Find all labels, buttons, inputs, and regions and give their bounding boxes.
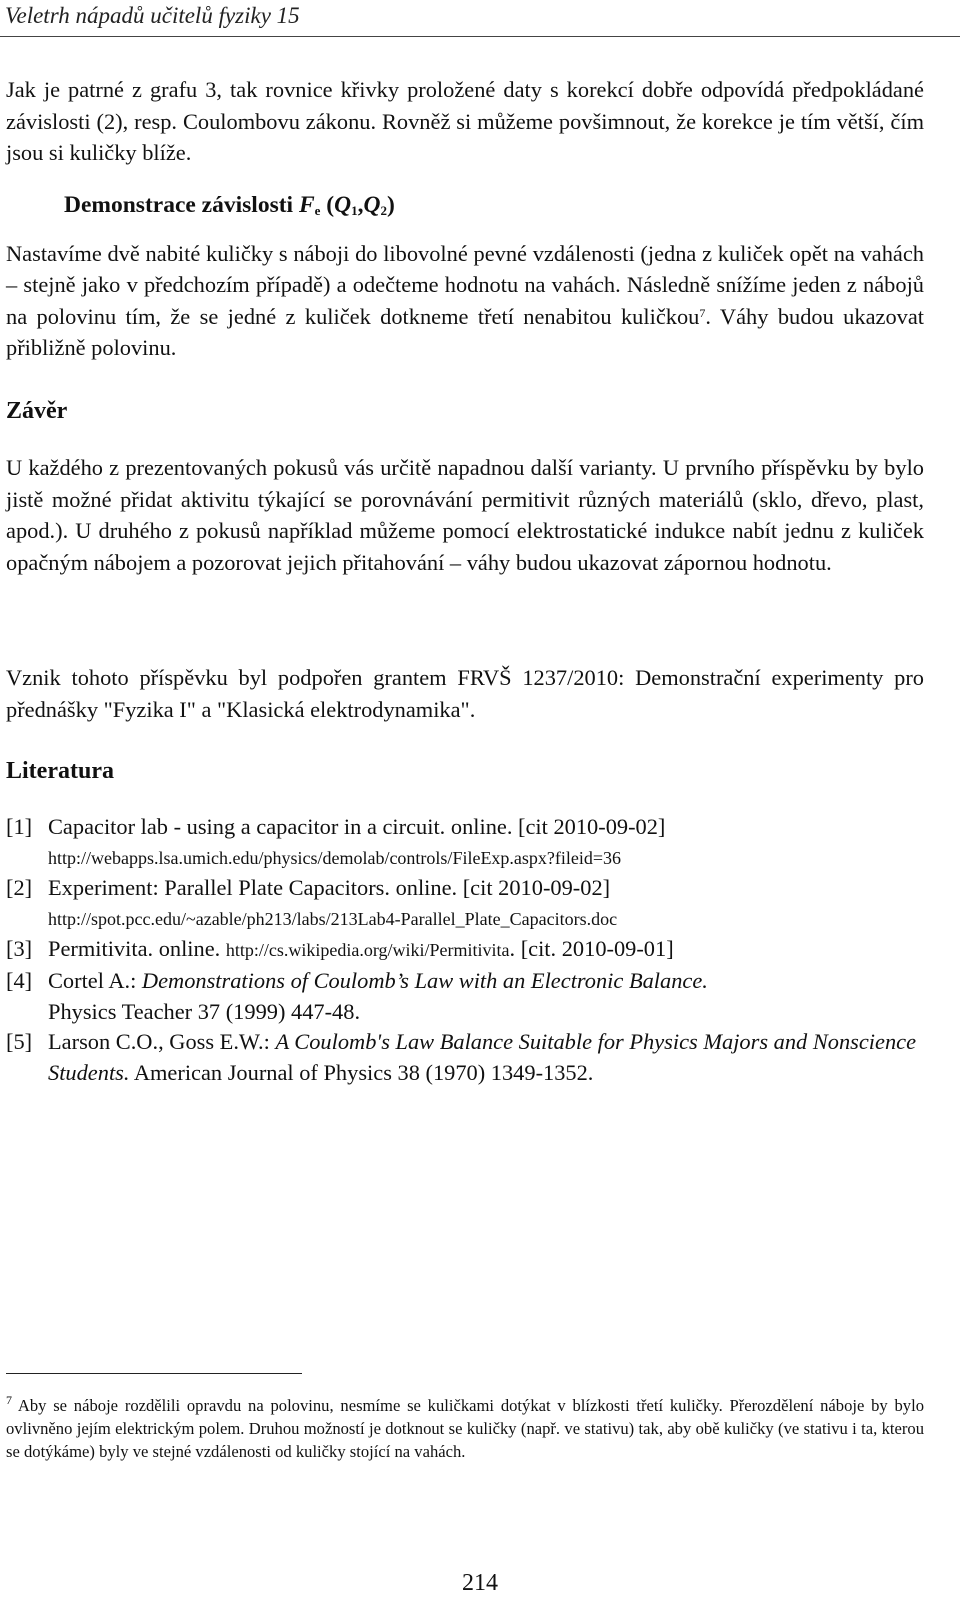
reference-number: [5] <box>6 1029 33 1055</box>
reference-journal: American Journal of Physics 38 (1970) 1349-1352. <box>129 1059 594 1085</box>
reference-text-line <box>48 966 924 997</box>
symbol-Q2: Q <box>363 192 381 218</box>
reference-author: Larson C.O., Goss E.W.: <box>48 1029 276 1055</box>
acknowledgement-paragraph: Vznik tohoto příspěvku byl podpořen grantem FRVŠ 1237/2010: Demonstrační experimenty pro přednášky "Fyzika I" a "Klasická elektrodynamika". <box>6 665 924 722</box>
reference-item <box>6 934 924 966</box>
reference-text: . [cit. 2010-09-01] <box>509 936 674 962</box>
references-list <box>6 812 924 1088</box>
reference-author: Cortel A.: <box>48 967 142 993</box>
running-title: Veletrh nápadů učitelů fyziky 15 <box>5 3 300 28</box>
symbol-Q1-sub: 1 <box>351 203 358 218</box>
reference-number: [2] <box>6 875 33 901</box>
reference-url-link[interactable]: http://spot.pcc.edu/~azable/ph213/labs/213Lab4-Parallel_Plate_Capacitors.doc <box>48 908 618 929</box>
reference-item <box>6 1027 924 1088</box>
reference-text-line <box>48 934 924 966</box>
header-rule <box>0 36 960 37</box>
symbol-Q1: Q <box>334 192 352 218</box>
reference-number: [3] <box>6 936 33 962</box>
page-header <box>0 0 960 40</box>
subsection-text: Nastavíme dvě nabité kuličky s náboji do libovolné pevné vzdálenosti (jedna z kuliček opět na vahách – stejně jako v předchozím případě) a odečteme hodnotu na vahách. Následně snížíme jeden z nábojů na polovinu tím, že se jedné z kuliček dotkneme třetí nenabitou kuličkou <box>6 241 924 329</box>
reference-text-line <box>48 1027 924 1088</box>
reference-url-link[interactable]: http://webapps.lsa.umich.edu/physics/demolab/controls/FileExp.aspx?fileid=36 <box>48 847 622 868</box>
intro-paragraph-block <box>6 74 924 169</box>
conclusion-paragraph-block <box>6 452 924 578</box>
reference-item <box>6 873 924 934</box>
reference-number: [4] <box>6 967 33 993</box>
reference-item <box>6 966 924 1027</box>
footnote-reference[interactable]: 7 <box>699 305 706 320</box>
acknowledgement-block <box>6 662 924 725</box>
reference-text: Permitivita. online. <box>48 936 226 962</box>
reference-title: Demonstrations of Coulomb’s Law with an Electronic Balance. <box>141 967 708 993</box>
reference-item <box>6 812 924 873</box>
footnote <box>6 1394 924 1463</box>
subsection-heading-prefix: Demonstrace závislosti <box>64 192 299 218</box>
comma: , <box>357 192 364 218</box>
subsection-paragraph <box>6 238 924 364</box>
subsection-heading <box>64 190 395 226</box>
reference-url-link[interactable]: http://cs.wikipedia.org/wiki/Permitivita <box>225 940 510 961</box>
conclusion-heading: Závěr <box>6 398 68 424</box>
paren-open: ( <box>320 192 335 218</box>
subsection-text-end: . Váhy budou ukazovat přibližně polovinu. <box>6 303 924 361</box>
subsection-paragraph-block <box>6 238 924 364</box>
reference-text: Capacitor lab - using a capacitor in a circuit. online. [cit 2010-09-02] <box>48 814 666 839</box>
reference-title: A Coulomb's Law Balance Suitable for Physics Majors and Nonscience Students. <box>48 1029 917 1085</box>
symbol-Q2-sub: 2 <box>380 203 387 218</box>
reference-text: Experiment: Parallel Plate Capacitors. online. [cit 2010-09-02] <box>48 875 611 901</box>
symbol-F-sub: e <box>314 203 321 218</box>
intro-paragraph: Jak je patrné z grafu 3, tak rovnice křivky proložené daty s korekcí dobře odpovídá předpokládané závislosti (2), resp. Coulombovu zákonu. Rovněž si můžeme povšimnout, že korekce je tím větší, čím jsou si kuličky blíže. <box>6 77 924 166</box>
reference-journal: Physics Teacher 37 (1999) 447-48. <box>48 998 361 1024</box>
reference-number: [1] <box>6 814 33 839</box>
symbol-F: F <box>298 192 315 218</box>
page-number: 214 <box>462 1570 498 1596</box>
conclusion-paragraph: U každého z prezentovaných pokusů vás určitě napadnou další varianty. U prvního příspěvku by bylo jistě možné přidat aktivitu týkající se porovnávání permitivit různých materiálů (sklo, dřevo, plast, apod.). U druhého z pokusů například můžeme pomocí elektrostatické indukce nabít jednu z kuliček opačným nábojem a pozorovat jejich přitahování – váhy budou ukazovat zápornou hodnotu. <box>6 455 924 575</box>
references-heading: Literatura <box>6 758 114 784</box>
footnote-separator <box>6 1373 302 1374</box>
footnote-text: Aby se náboje rozdělili opravdu na polovinu, nesmíme se kuličkami dotýkat v blízkosti třetí kuličky. Přerozdělení náboje by bylo ovlivněno jejím elektrickým polem. Druhou možností je dotknout se kuličky (např. ve stativu) tak, aby obě kuličky (ve stativu i ta, kterou se dotýkáme) byly ve stejné vzdálenosti od kuličky stojící na vahách. <box>6 1396 924 1461</box>
footnote-mark: 7 <box>6 1393 12 1407</box>
paren-close: ) <box>386 192 395 218</box>
